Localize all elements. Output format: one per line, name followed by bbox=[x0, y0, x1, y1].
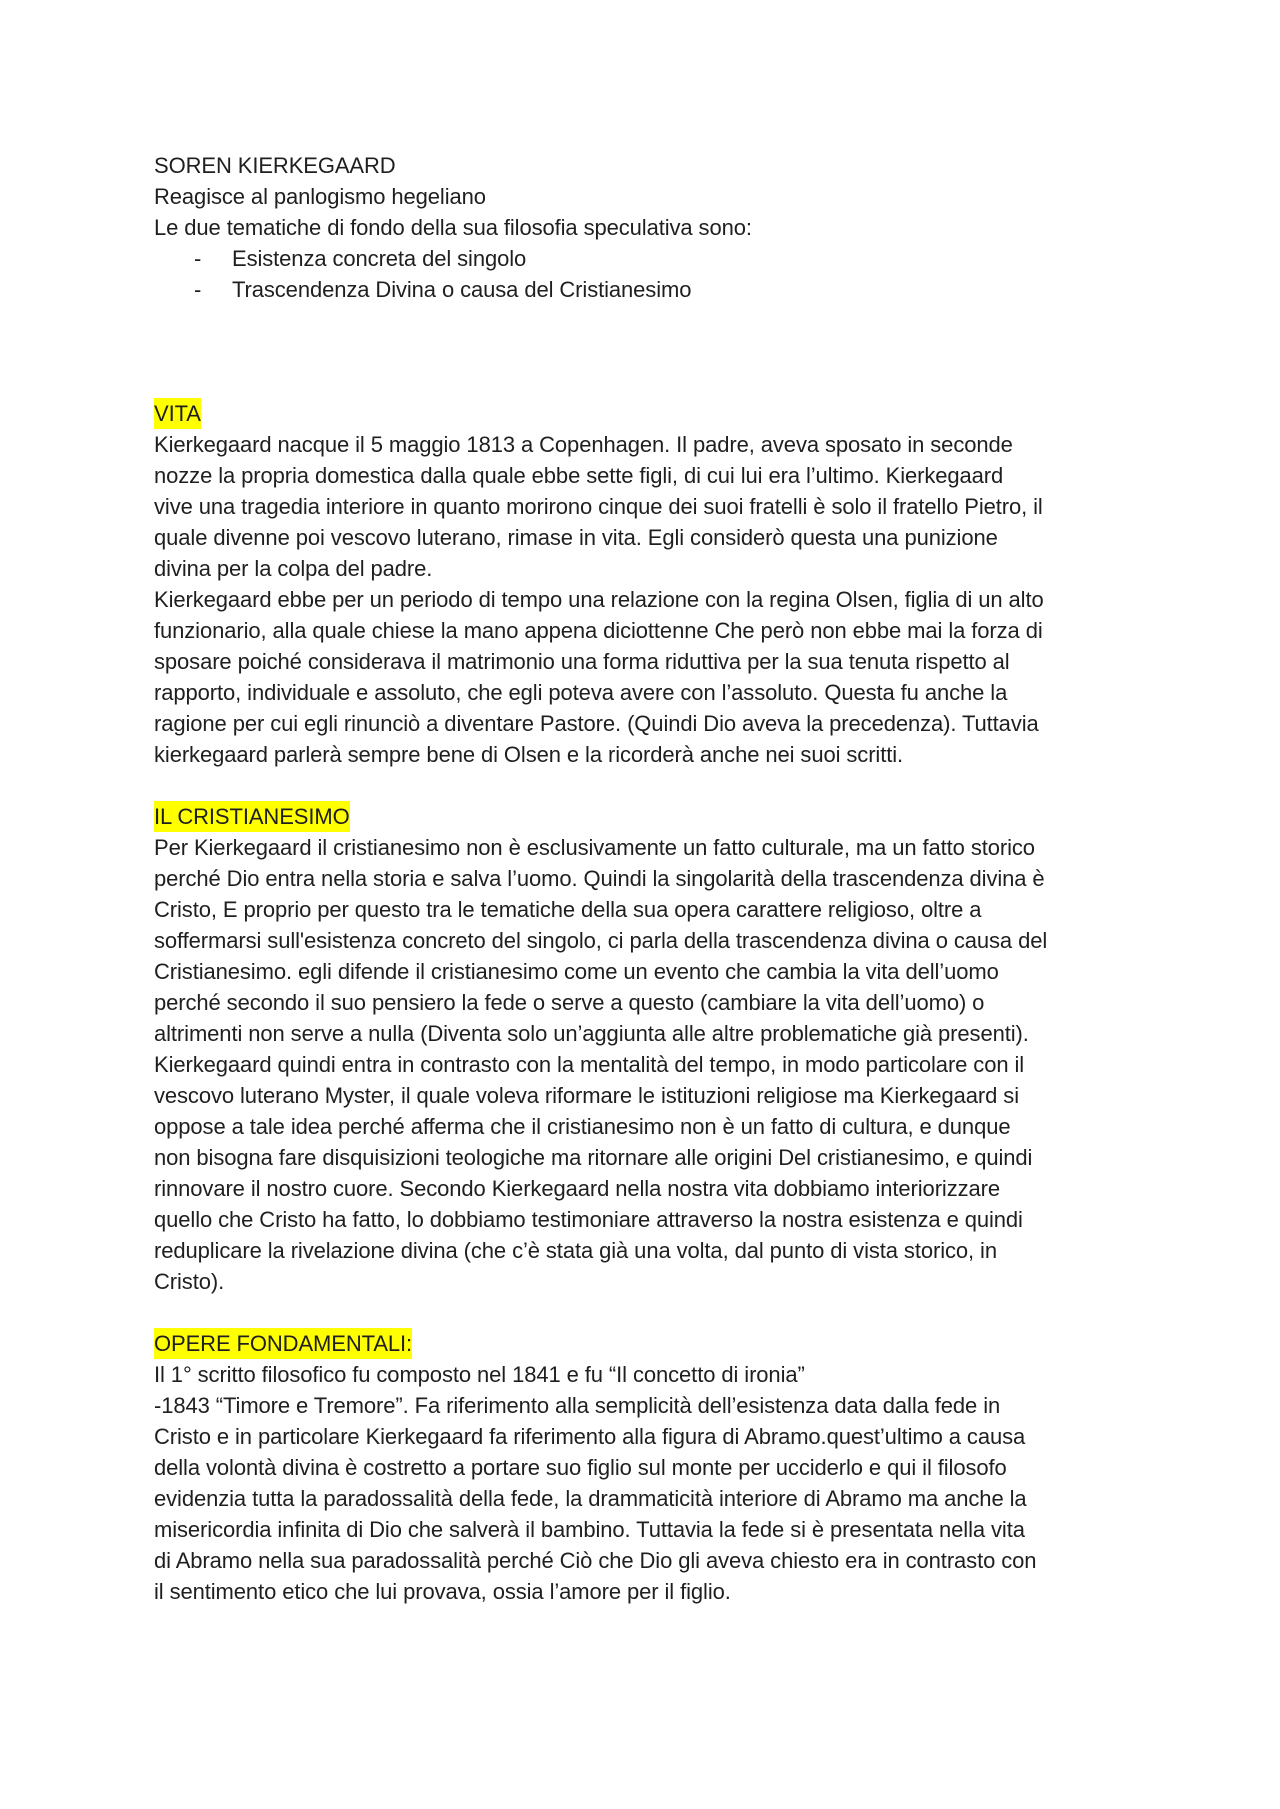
text-line: Cristo e in particolare Kierkegaard fa riferimento alla figura di Abramo.quest’ultimo a causa bbox=[154, 1424, 1026, 1449]
spacer bbox=[154, 1297, 1140, 1328]
text-line: altrimenti non serve a nulla (Diventa solo un’aggiunta alle altre problematiche già presenti). bbox=[154, 1021, 1029, 1046]
text-line: Il 1° scritto filosofico fu composto nel 1841 e fu “Il concetto di ironia” bbox=[154, 1362, 805, 1387]
bullet-dash: - bbox=[194, 277, 202, 302]
text-line: Kierkegaard ebbe per un periodo di tempo una relazione con la regina Olsen, figlia di un alto bbox=[154, 587, 1044, 612]
section-cristianesimo-body bbox=[154, 832, 1140, 1297]
section-cristianesimo bbox=[154, 801, 1140, 1297]
text-line: Cristianesimo. egli difende il cristianesimo come un evento che cambia la vita dell’uomo bbox=[154, 959, 999, 984]
text-line: kierkegaard parlerà sempre bene di Olsen e la ricorderà anche nei suoi scritti. bbox=[154, 742, 904, 767]
bullet-dash: - bbox=[194, 246, 202, 271]
text-line: rapporto, individuale e assoluto, che egli poteva avere con l’assoluto. Questa fu anche la bbox=[154, 680, 1008, 705]
text-line: il sentimento etico che lui provava, ossia l’amore per il figlio. bbox=[154, 1579, 731, 1604]
section-vita bbox=[154, 398, 1140, 770]
text-line: Kierkegaard quindi entra in contrasto con la mentalità del tempo, in modo particolare con il bbox=[154, 1052, 1025, 1077]
bullet-text: Trascendenza Divina o causa del Cristianesimo bbox=[232, 277, 692, 302]
text-line: ragione per cui egli rinunciò a diventare Pastore. (Quindi Dio aveva la precedenza). Tuttavia bbox=[154, 711, 1039, 736]
document-title: SOREN KIERKEGAARD bbox=[154, 153, 396, 178]
intro-section bbox=[154, 150, 1140, 305]
text-line: Cristo, E proprio per questo tra le tematiche della sua opera carattere religioso, oltre a bbox=[154, 897, 982, 922]
text-line: perché Dio entra nella storia e salva l’uomo. Quindi la singolarità della trascendenza divina è bbox=[154, 866, 1045, 891]
list-item bbox=[154, 243, 1140, 274]
bullet-text: Esistenza concreta del singolo bbox=[232, 246, 527, 271]
section-heading-opere: OPERE FONDAMENTALI: bbox=[154, 1328, 412, 1359]
section-opere bbox=[154, 1328, 1140, 1607]
section-heading-cristianesimo: IL CRISTIANESIMO bbox=[154, 801, 350, 832]
text-line: Per Kierkegaard il cristianesimo non è esclusivamente un fatto culturale, ma un fatto storico bbox=[154, 835, 1035, 860]
intro-bullet-list bbox=[154, 243, 1140, 305]
text-line: soffermarsi sull'esistenza concreto del singolo, ci parla della trascendenza divina o causa del bbox=[154, 928, 1048, 953]
text-line: sposare poiché considerava il matrimonio una forma riduttiva per la sua tenuta rispetto al bbox=[154, 649, 1010, 674]
section-vita-body bbox=[154, 429, 1140, 770]
text-line: della volontà divina è costretto a portare suo figlio sul monte per ucciderlo e qui il filosofo bbox=[154, 1455, 1007, 1480]
text-line: misericordia infinita di Dio che salverà il bambino. Tuttavia la fede si è presentata nella vita bbox=[154, 1517, 1025, 1542]
text-line: vive una tragedia interiore in quanto morirono cinque dei suoi fratelli è solo il fratello Pietro, il bbox=[154, 494, 1043, 519]
text-line: divina per la colpa del padre. bbox=[154, 556, 433, 581]
text-line: vescovo luterano Myster, il quale voleva riformare le istituzioni religiose ma Kierkegaard si bbox=[154, 1083, 1019, 1108]
spacer bbox=[154, 770, 1140, 801]
text-line: rinnovare il nostro cuore. Secondo Kierkegaard nella nostra vita dobbiamo interiorizzare bbox=[154, 1176, 1000, 1201]
text-line: -1843 “Timore e Tremore”. Fa riferimento alla semplicità dell’esistenza data dalla fede in bbox=[154, 1393, 1001, 1418]
section-opere-body bbox=[154, 1359, 1140, 1607]
text-line: quale divenne poi vescovo luterano, rimase in vita. Egli considerò questa una punizione bbox=[154, 525, 998, 550]
text-line: non bisogna fare disquisizioni teologiche ma ritornare alle origini Del cristianesimo, e quindi bbox=[154, 1145, 1033, 1170]
text-line: nozze la propria domestica dalla quale ebbe sette figli, di cui lui era l’ultimo. Kierkegaard bbox=[154, 463, 1004, 488]
intro-line-2: Le due tematiche di fondo della sua filosofia speculativa sono: bbox=[154, 215, 752, 240]
text-line: Kierkegaard nacque il 5 maggio 1813 a Copenhagen. Il padre, aveva sposato in seconde bbox=[154, 432, 1013, 457]
text-line: Cristo). bbox=[154, 1269, 225, 1294]
text-line: di Abramo nella sua paradossalità perché Ciò che Dio gli aveva chiesto era in contrasto con bbox=[154, 1548, 1037, 1573]
text-line: reduplicare la rivelazione divina (che c’è stata già una volta, dal punto di vista storico, in bbox=[154, 1238, 997, 1263]
section-heading-vita: VITA bbox=[154, 398, 201, 429]
text-line: quello che Cristo ha fatto, lo dobbiamo testimoniare attraverso la nostra esistenza e quindi bbox=[154, 1207, 1023, 1232]
text-line: oppose a tale idea perché afferma che il cristianesimo non è un fatto di cultura, e dunque bbox=[154, 1114, 1011, 1139]
text-line: evidenzia tutta la paradossalità della fede, la drammaticità interiore di Abramo ma anche la bbox=[154, 1486, 1027, 1511]
text-line: funzionario, alla quale chiese la mano appena diciottenne Che però non ebbe mai la forza di bbox=[154, 618, 1043, 643]
intro-line-1: Reagisce al panlogismo hegeliano bbox=[154, 184, 486, 209]
text-line: perché secondo il suo pensiero la fede o serve a questo (cambiare la vita dell’uomo) o bbox=[154, 990, 985, 1015]
list-item bbox=[154, 274, 1140, 305]
spacer bbox=[154, 305, 1140, 398]
document-page bbox=[154, 150, 1140, 1607]
